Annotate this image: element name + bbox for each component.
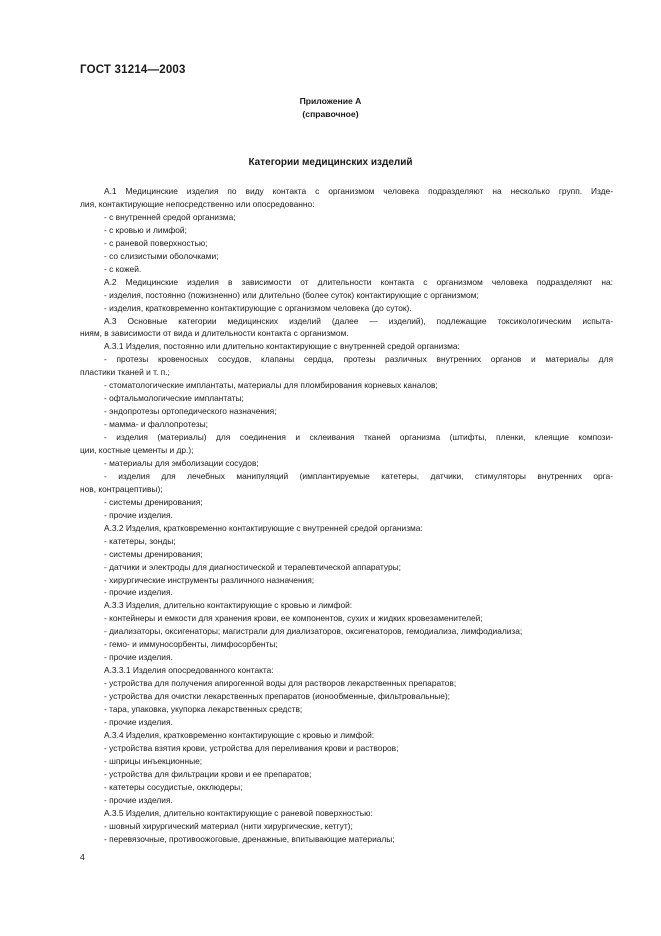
text-line: - с кровью и лимфой; <box>104 224 187 235</box>
text-line: ниям, в зависимости от вида и длительности контакта с организмом. <box>80 328 349 339</box>
text-line: - с раневой поверхностью; <box>104 237 208 248</box>
text-line: - контейнеры и емкости для хранения крови, ее компонентов, сухих и жидких кровезаменителей; <box>104 613 483 624</box>
text-line: - прочие изделия. <box>104 716 173 727</box>
text-line: - прочие изделия. <box>104 652 173 663</box>
text-line: - изделия, кратковременно контактирующие с организмом человека (до суток). <box>104 302 412 313</box>
text-line: - со слизистыми оболочками; <box>104 250 219 261</box>
text-line: - системы дренирования; <box>104 496 203 507</box>
text-line: А.2 Медицинские изделия в зависимости от длительности контакта с организмом человека подразделяют на: <box>104 276 613 287</box>
text-line: - эндопротезы ортопедического назначения; <box>104 406 277 417</box>
text-line: - датчики и электроды для диагностической и терапевтической аппаратуры; <box>104 561 402 572</box>
text-line: - мамма- и фаллопротезы; <box>104 419 208 430</box>
text-line: А.3.5 Изделия, длительно контактирующие с раневой поверхностью: <box>104 807 373 818</box>
text-line: - тара, упаковка, укупорка лекарственных средств; <box>104 704 303 714</box>
text-line: - прочие изделия. <box>104 587 173 598</box>
text-line: лия, контактирующие непосредственно или опосредованно: <box>80 198 315 209</box>
text-line: А.3.2 Изделия, кратковременно контактирующие с внутренней средой организма: <box>104 522 423 533</box>
text-line: А.3 Основные категории медицинских изделий (далее — изделий), подлежащие токсикологическим испыта- <box>104 315 613 326</box>
text-line: - изделия, постоянно (пожизненно) или длительно (более суток) контактирующие с организмом; <box>104 289 479 300</box>
appendix-type: (справочное) <box>302 109 359 119</box>
text-line: - шовный хирургический материал (нити хирургические, кетгут); <box>104 820 353 831</box>
appendix-label: Приложение А <box>299 96 362 106</box>
text-line: - катетеры, зонды; <box>104 535 176 546</box>
text-line: А.3.3 Изделия, длительно контактирующие с кровью и лимфой: <box>104 600 353 611</box>
text-line: пластики тканей и т. п.; <box>80 367 170 378</box>
text-line: - материалы для эмболизации сосудов; <box>104 457 259 468</box>
text-line: - с кожей. <box>104 263 142 274</box>
text-line: - с внутренней средой организма; <box>104 211 236 222</box>
text-line: - устройства для получения апирогенной воды для растворов лекарственных препаратов; <box>104 678 457 689</box>
text-line: А.3.1 Изделия, постоянно или длительно контактирующие с внутренней средой организма: <box>104 341 460 352</box>
text-line: - стоматологические имплантаты, материалы для пломбирования корневых каналов; <box>104 380 438 391</box>
text-line: нов, контрацептивы); <box>80 483 163 494</box>
text-line: - прочие изделия. <box>104 794 173 805</box>
text-line: - диализаторы, оксигенаторы; магистрали для диализаторов, оксигенаторов, гемодиализа, лимфодиализа; <box>104 626 523 637</box>
text-line: - шприцы инъекционные; <box>104 755 203 766</box>
text-line: - гемо- и иммуносорбенты, лимфосорбенты; <box>104 639 278 650</box>
text-line: - устройства для фильтрации крови и ее препаратов; <box>104 768 312 779</box>
text-line: - перевязочные, противоожоговые, дренажные, впитывающие материалы; <box>104 833 395 844</box>
text-line: - хирургические инструменты различного назначения; <box>104 574 315 585</box>
text-line: - офтальмологические имплантаты; <box>104 393 244 404</box>
text-line: ции, костные цементы и др.); <box>80 445 194 455</box>
document-header: ГОСТ 31214—2003 <box>80 64 186 76</box>
text-line: А.3.4 Изделия, кратковременно контактирующие с кровью и лимфой: <box>104 729 375 740</box>
text-line: А.3.3.1 Изделия опосредованного контакта: <box>104 665 274 676</box>
text-line: - катетеры сосудистые, окклюдеры; <box>104 781 243 792</box>
section-title: Категории медицинских изделий <box>248 157 413 168</box>
page-number: 4 <box>80 852 85 862</box>
text-line: - изделия (материалы) для соединения и склеивания тканей организма (штифты, пленки, клеящие компози- <box>104 432 613 443</box>
text-line: - устройства взятия крови, устройства для переливания крови и растворов; <box>104 742 399 753</box>
text-line: - прочие изделия. <box>104 509 173 520</box>
text-line: - системы дренирования; <box>104 548 203 559</box>
text-line: А.1 Медицинские изделия по виду контакта с организмом человека подразделяют на несколько групп. Изде- <box>104 186 613 196</box>
text-line: - протезы кровеносных сосудов, клапаны сердца, протезы различных внутренних органов и материалы для <box>104 354 613 365</box>
text-line: - устройства для очистки лекарственных препаратов (ионообменные, фильтровальные); <box>104 691 450 702</box>
text-line: - изделия для лечебных манипуляций (имплантируемые катетеры, датчики, стимуляторы внутренних орга- <box>104 470 613 481</box>
